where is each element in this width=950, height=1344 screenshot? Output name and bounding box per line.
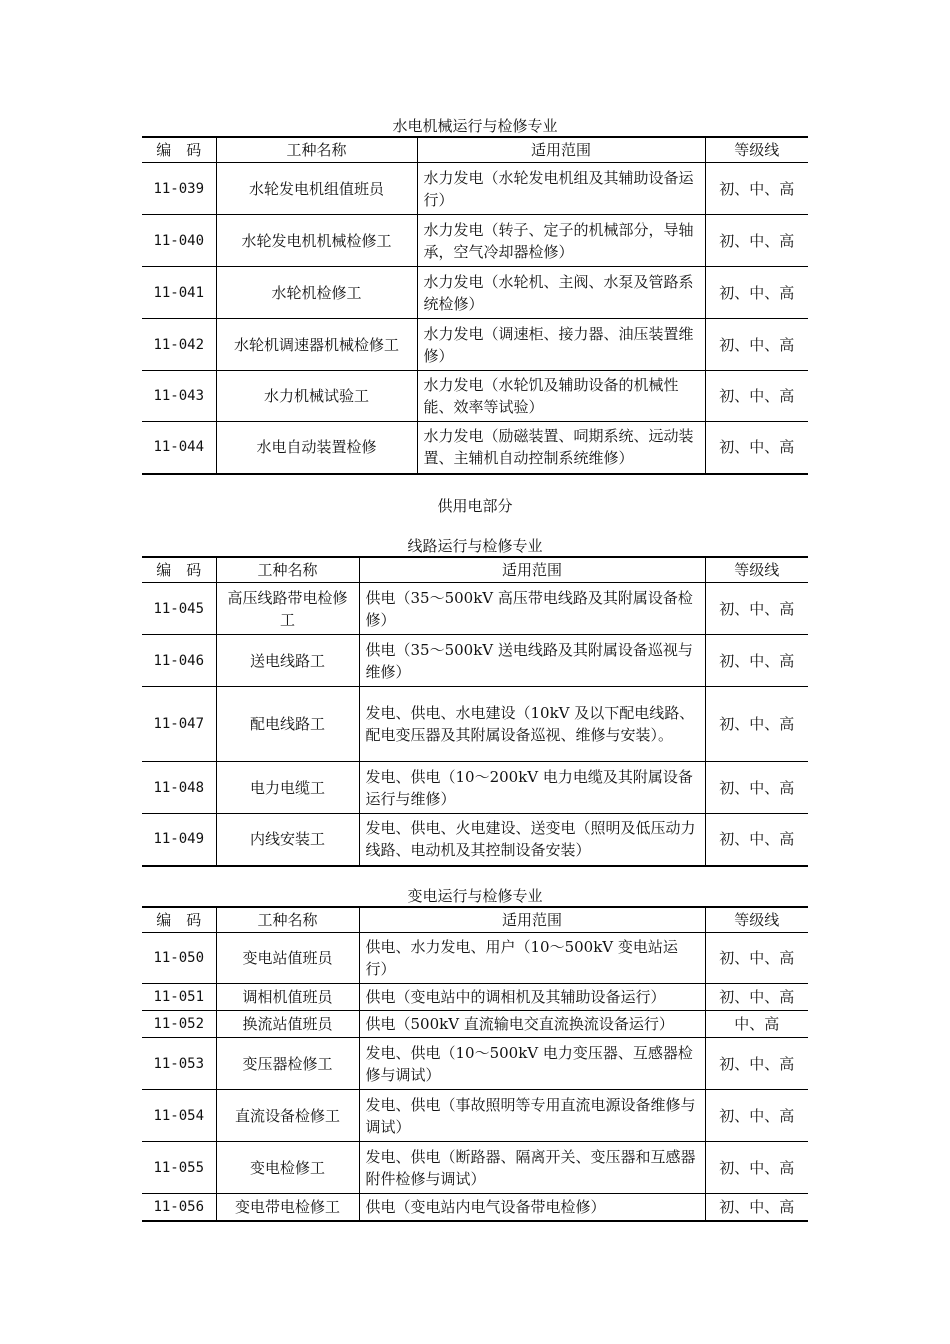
table-row bbox=[142, 319, 808, 371]
table-row bbox=[142, 814, 808, 866]
header-job-name: 工种名称 bbox=[216, 907, 359, 933]
table-row bbox=[142, 583, 808, 635]
job-code-cell: 11-044 bbox=[142, 422, 216, 474]
job-code-cell: 11-048 bbox=[142, 762, 216, 814]
table-row bbox=[142, 687, 808, 762]
scope-cell: 水力发电（转子、定子的机械部分，导轴承，空气冷却器检修） bbox=[417, 215, 705, 267]
level-cell: 初、中、高 bbox=[705, 163, 808, 215]
header-code: 编 码 bbox=[142, 137, 216, 163]
table-row bbox=[142, 1142, 808, 1194]
level-cell: 初、中、高 bbox=[705, 984, 808, 1011]
header-scope: 适用范围 bbox=[359, 557, 705, 583]
table-hydro-mech bbox=[142, 136, 808, 475]
level-cell: 初、中、高 bbox=[705, 635, 808, 687]
job-name-cell: 调相机值班员 bbox=[216, 984, 359, 1011]
level-cell: 初、中、高 bbox=[705, 583, 808, 635]
job-code-cell: 11-047 bbox=[142, 687, 216, 762]
header-scope: 适用范围 bbox=[359, 907, 705, 933]
job-code-cell: 11-045 bbox=[142, 583, 216, 635]
scope-cell: 发电、供电、水电建设（10kV 及以下配电线路、配电变压器及其附属设备巡视、维修与安装）。 bbox=[359, 687, 705, 762]
header-level: 等级线 bbox=[705, 907, 808, 933]
level-cell: 初、中、高 bbox=[705, 933, 808, 984]
level-cell: 初、中、高 bbox=[705, 422, 808, 474]
job-name-cell: 内线安装工 bbox=[216, 814, 359, 866]
level-cell: 初、中、高 bbox=[705, 814, 808, 866]
job-name-cell: 电力电缆工 bbox=[216, 762, 359, 814]
job-code-cell: 11-054 bbox=[142, 1090, 216, 1142]
scope-cell: 发电、供电（10～500kV 电力变压器、互感器检修与调试） bbox=[359, 1038, 705, 1090]
level-cell: 初、中、高 bbox=[705, 319, 808, 371]
section-title-lines: 线路运行与检修专业 bbox=[407, 537, 543, 555]
level-cell: 中、高 bbox=[705, 1011, 808, 1038]
job-name-cell: 换流站值班员 bbox=[216, 1011, 359, 1038]
job-code-cell: 11-050 bbox=[142, 933, 216, 984]
job-name-cell: 送电线路工 bbox=[216, 635, 359, 687]
level-cell: 初、中、高 bbox=[705, 687, 808, 762]
level-cell: 初、中、高 bbox=[705, 1194, 808, 1221]
table-substation bbox=[142, 906, 808, 1222]
job-name-cell: 水电自动装置检修 bbox=[216, 422, 417, 474]
job-name-cell: 水轮机检修工 bbox=[216, 267, 417, 319]
table-header-row bbox=[142, 557, 808, 583]
job-code-cell: 11-041 bbox=[142, 267, 216, 319]
scope-cell: 水力发电（调速柜、接力器、油压装置维修） bbox=[417, 319, 705, 371]
header-scope: 适用范围 bbox=[417, 137, 705, 163]
scope-cell: 水力发电（水轮机、主阀、水泵及管路系统检修） bbox=[417, 267, 705, 319]
scope-cell: 发电、供电、火电建设、送变电（照明及低压动力线路、电动机及其控制设备安装） bbox=[359, 814, 705, 866]
job-code-cell: 11-049 bbox=[142, 814, 216, 866]
scope-cell: 发电、供电（10～200kV 电力电缆及其附属设备运行与维修） bbox=[359, 762, 705, 814]
level-cell: 初、中、高 bbox=[705, 267, 808, 319]
job-code-cell: 11-039 bbox=[142, 163, 216, 215]
scope-cell: 水力发电（励磁装置、呞期系统、远动装置、主辅机自动控制系统维修） bbox=[417, 422, 705, 474]
table-row bbox=[142, 422, 808, 474]
level-cell: 初、中、高 bbox=[705, 371, 808, 422]
table-row bbox=[142, 933, 808, 984]
header-job-name: 工种名称 bbox=[216, 137, 417, 163]
header-code: 编 码 bbox=[142, 557, 216, 583]
job-code-cell: 11-051 bbox=[142, 984, 216, 1011]
job-name-cell: 高压线路带电检修工 bbox=[216, 583, 359, 635]
level-cell: 初、中、高 bbox=[705, 215, 808, 267]
job-name-cell: 直流设备检修工 bbox=[216, 1090, 359, 1142]
job-name-cell: 变电站值班员 bbox=[216, 933, 359, 984]
scope-cell: 供电（变电站中的调相机及其辅助设备运行） bbox=[359, 984, 705, 1011]
table-row bbox=[142, 635, 808, 687]
scope-cell: 供电、水力发电、用户（10～500kV 变电站运行） bbox=[359, 933, 705, 984]
level-cell: 初、中、高 bbox=[705, 1142, 808, 1194]
scope-cell: 供电（35～500kV 高压带电线路及其附属设备检修） bbox=[359, 583, 705, 635]
scope-cell: 水力发电（水轮发电机组及其辅助设备运行） bbox=[417, 163, 705, 215]
job-code-cell: 11-043 bbox=[142, 371, 216, 422]
scope-cell: 供电（35～500kV 送电线路及其附属设备巡视与维修） bbox=[359, 635, 705, 687]
scope-cell: 发电、供电（断路器、隔离开关、变压器和互感器附件检修与调试） bbox=[359, 1142, 705, 1194]
job-name-cell: 变压器检修工 bbox=[216, 1038, 359, 1090]
scope-cell: 水力发电（水轮饥及辅助设备的机械性能、效率等试验） bbox=[417, 371, 705, 422]
table-row bbox=[142, 1038, 808, 1090]
table-row bbox=[142, 762, 808, 814]
table-row bbox=[142, 163, 808, 215]
job-name-cell: 水轮发电机组值班员 bbox=[216, 163, 417, 215]
job-code-cell: 11-040 bbox=[142, 215, 216, 267]
table-row bbox=[142, 1090, 808, 1142]
header-level: 等级线 bbox=[705, 137, 808, 163]
job-name-cell: 配电线路工 bbox=[216, 687, 359, 762]
table-lines bbox=[142, 556, 808, 867]
job-code-cell: 11-055 bbox=[142, 1142, 216, 1194]
table-row bbox=[142, 1194, 808, 1221]
table-header-row bbox=[142, 137, 808, 163]
header-code: 编 码 bbox=[142, 907, 216, 933]
job-name-cell: 水轮发电机机械检修工 bbox=[216, 215, 417, 267]
header-job-name: 工种名称 bbox=[216, 557, 359, 583]
job-code-cell: 11-056 bbox=[142, 1194, 216, 1221]
table-row bbox=[142, 215, 808, 267]
table-row bbox=[142, 371, 808, 422]
scope-cell: 发电、供电（事故照明等专用直流电源设备维修与调试） bbox=[359, 1090, 705, 1142]
section-title-substation: 变电运行与检修专业 bbox=[407, 887, 543, 905]
table-header-row bbox=[142, 907, 808, 933]
scope-cell: 供电（变电站内电气设备带电检修） bbox=[359, 1194, 705, 1221]
job-code-cell: 11-042 bbox=[142, 319, 216, 371]
table-row bbox=[142, 984, 808, 1011]
level-cell: 初、中、高 bbox=[705, 762, 808, 814]
section-title-hydro-mech: 水电机械运行与检修专业 bbox=[392, 117, 558, 135]
scope-cell: 供电（500kV 直流输电交直流换流设备运行） bbox=[359, 1011, 705, 1038]
header-level: 等级线 bbox=[705, 557, 808, 583]
job-code-cell: 11-053 bbox=[142, 1038, 216, 1090]
job-name-cell: 变电检修工 bbox=[216, 1142, 359, 1194]
part-title: 供用电部分 bbox=[437, 497, 513, 515]
table-row bbox=[142, 1011, 808, 1038]
job-code-cell: 11-052 bbox=[142, 1011, 216, 1038]
level-cell: 初、中、高 bbox=[705, 1090, 808, 1142]
level-cell: 初、中、高 bbox=[705, 1038, 808, 1090]
table-row bbox=[142, 267, 808, 319]
job-code-cell: 11-046 bbox=[142, 635, 216, 687]
job-name-cell: 变电带电检修工 bbox=[216, 1194, 359, 1221]
job-name-cell: 水力机械试验工 bbox=[216, 371, 417, 422]
job-name-cell: 水轮机调速器机械检修工 bbox=[216, 319, 417, 371]
